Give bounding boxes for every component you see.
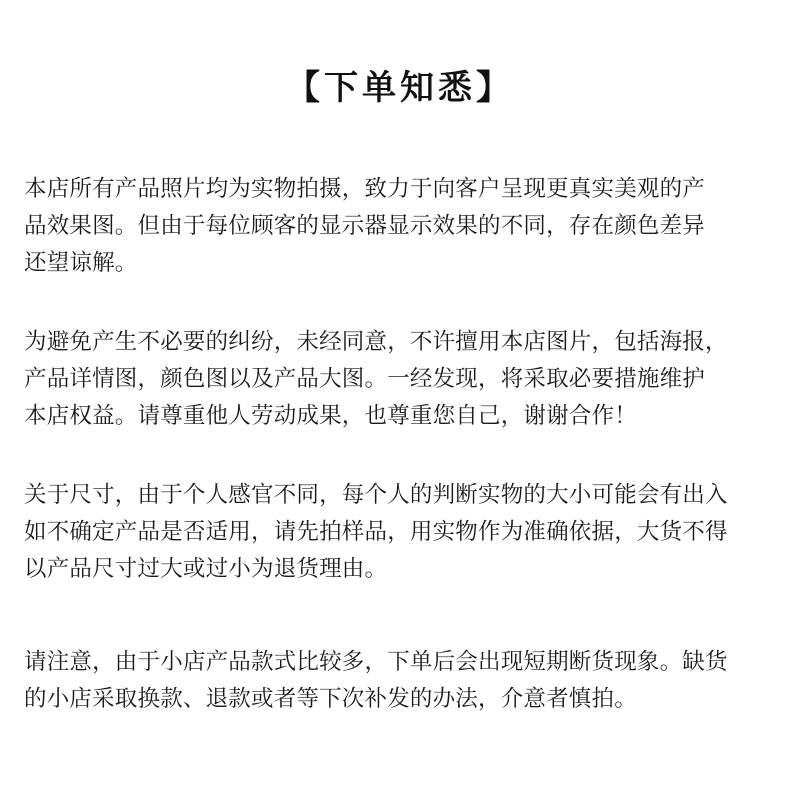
notice-paragraph-copyright: [24, 324, 784, 435]
notice-paragraph-size: [24, 477, 784, 588]
notice-line: 的小店采取换款、退款或者等下次补发的办法，介意者慎拍。: [24, 686, 637, 712]
page-title: 【下单知悉】: [286, 68, 514, 108]
notice-line: 为避免产生不必要的纠纷，未经同意，不许擅用本店图片，包括海报，: [24, 329, 728, 355]
notice-paragraph-photos: [24, 171, 784, 282]
notice-line: 品效果图。但由于每位顾客的显示器显示效果的不同，存在颜色差异: [24, 213, 706, 239]
notice-line: 以产品尺寸过大或过小为退货理由。: [24, 556, 388, 582]
notice-line: 请注意，由于小店产品款式比较多，下单后会出现短期断货现象。缺货: [24, 649, 728, 675]
notice-line: 产品详情图，颜色图以及产品大图。一经发现，将采取必要措施维护: [24, 366, 706, 392]
notice-line: 如不确定产品是否适用，请先拍样品，用实物作为准确依据，大货不得: [24, 519, 728, 545]
notice-line: 本店权益。请尊重他人劳动成果，也尊重您自己，谢谢合作！: [24, 403, 637, 429]
notice-paragraph-stock: [24, 644, 784, 718]
notice-line: 还望谅解。: [24, 250, 138, 276]
notice-line: 关于尺寸，由于个人感官不同，每个人的判断实物的大小可能会有出入: [24, 482, 728, 508]
notice-line: 本店所有产品照片均为实物拍摄，致力于向客户呈现更真实美观的产: [24, 176, 706, 202]
